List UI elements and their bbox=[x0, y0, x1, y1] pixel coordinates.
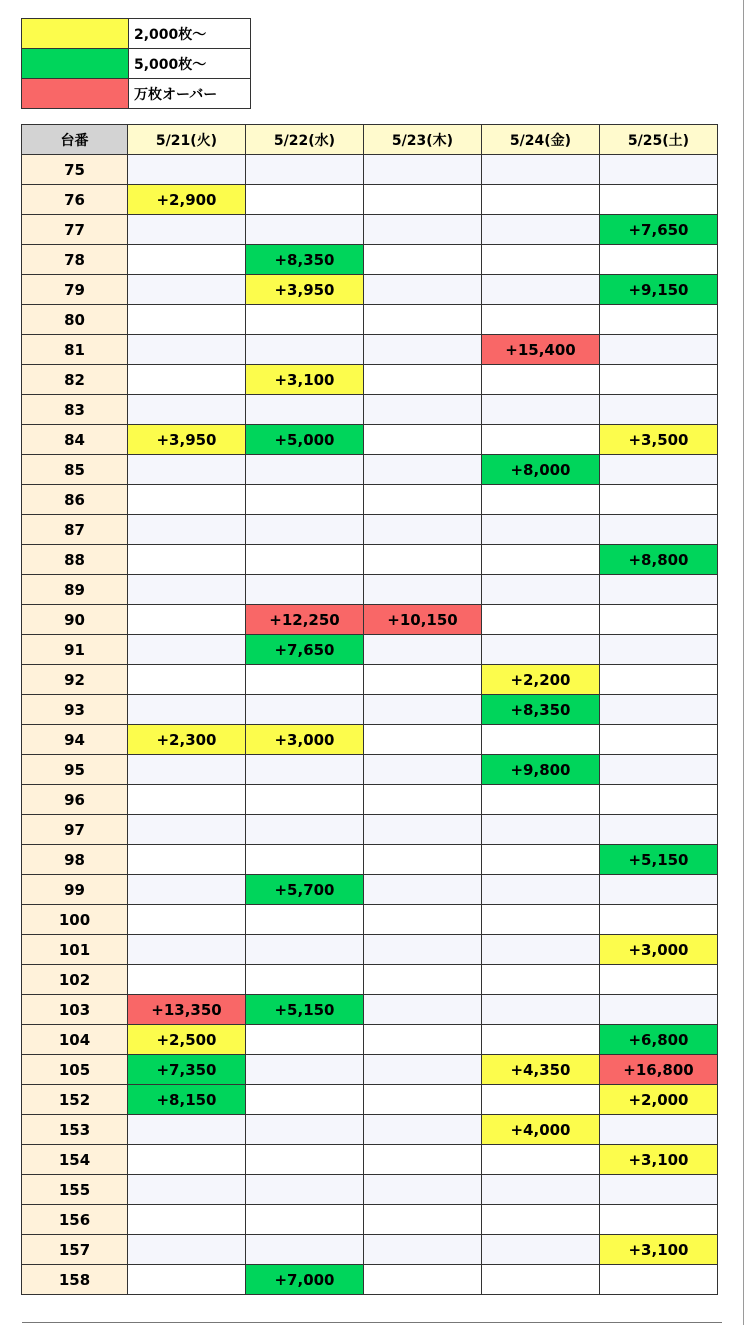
result-cell bbox=[246, 455, 364, 485]
table-row bbox=[22, 965, 718, 995]
table-row bbox=[22, 785, 718, 815]
result-cell: +4,000 bbox=[482, 1115, 600, 1145]
result-cell bbox=[482, 1025, 600, 1055]
table-row bbox=[22, 1145, 718, 1175]
result-cell bbox=[128, 695, 246, 725]
result-cell bbox=[600, 185, 718, 215]
machine-number: 85 bbox=[22, 455, 128, 485]
machine-number: 92 bbox=[22, 665, 128, 695]
result-cell bbox=[482, 605, 600, 635]
result-cell bbox=[128, 365, 246, 395]
result-cell: +2,500 bbox=[128, 1025, 246, 1055]
result-cell bbox=[246, 545, 364, 575]
result-cell bbox=[482, 635, 600, 665]
table-row bbox=[22, 365, 718, 395]
result-cell bbox=[246, 1205, 364, 1235]
table-row bbox=[22, 305, 718, 335]
result-cell: +3,950 bbox=[246, 275, 364, 305]
legend-label: 2,000枚～ bbox=[129, 19, 251, 49]
result-cell: +3,100 bbox=[600, 1235, 718, 1265]
table-row bbox=[22, 485, 718, 515]
machine-number: 90 bbox=[22, 605, 128, 635]
machine-number: 93 bbox=[22, 695, 128, 725]
machine-number: 101 bbox=[22, 935, 128, 965]
result-cell bbox=[600, 605, 718, 635]
machine-number: 95 bbox=[22, 755, 128, 785]
table-row bbox=[22, 875, 718, 905]
date-header: 5/22(水) bbox=[246, 125, 364, 155]
result-cell: +8,150 bbox=[128, 1085, 246, 1115]
result-cell bbox=[128, 455, 246, 485]
result-cell bbox=[364, 1085, 482, 1115]
result-cell bbox=[364, 1145, 482, 1175]
result-cell bbox=[246, 845, 364, 875]
result-cell bbox=[482, 545, 600, 575]
result-cell: +7,650 bbox=[246, 635, 364, 665]
table-row bbox=[22, 905, 718, 935]
machine-number: 97 bbox=[22, 815, 128, 845]
result-cell bbox=[128, 815, 246, 845]
machine-number: 76 bbox=[22, 185, 128, 215]
table-row bbox=[22, 755, 718, 785]
machine-number: 89 bbox=[22, 575, 128, 605]
result-cell: +10,150 bbox=[364, 605, 482, 635]
result-cell bbox=[482, 275, 600, 305]
table-row bbox=[22, 515, 718, 545]
machine-number: 78 bbox=[22, 245, 128, 275]
result-cell bbox=[600, 485, 718, 515]
result-cell bbox=[246, 395, 364, 425]
table-row bbox=[22, 425, 718, 455]
machine-number: 104 bbox=[22, 1025, 128, 1055]
result-cell bbox=[364, 905, 482, 935]
legend-swatch-green bbox=[22, 49, 129, 79]
machine-number: 99 bbox=[22, 875, 128, 905]
result-cell bbox=[246, 1175, 364, 1205]
result-cell bbox=[364, 455, 482, 485]
result-cell bbox=[246, 485, 364, 515]
result-cell bbox=[600, 515, 718, 545]
result-cell: +3,000 bbox=[600, 935, 718, 965]
result-cell bbox=[364, 965, 482, 995]
result-cell: +5,000 bbox=[246, 425, 364, 455]
result-cell bbox=[364, 575, 482, 605]
machine-number: 87 bbox=[22, 515, 128, 545]
result-cell bbox=[246, 905, 364, 935]
table-row bbox=[22, 695, 718, 725]
legend-label: 万枚オーバー bbox=[129, 79, 251, 109]
machine-number: 91 bbox=[22, 635, 128, 665]
result-cell: +3,000 bbox=[246, 725, 364, 755]
result-cell bbox=[482, 875, 600, 905]
result-cell: +6,800 bbox=[600, 1025, 718, 1055]
result-cell bbox=[600, 695, 718, 725]
result-cell bbox=[600, 575, 718, 605]
machine-number: 82 bbox=[22, 365, 128, 395]
result-cell bbox=[364, 305, 482, 335]
machine-number: 158 bbox=[22, 1265, 128, 1295]
result-cell bbox=[482, 905, 600, 935]
bottom-divider bbox=[22, 1322, 722, 1323]
result-cell: +8,800 bbox=[600, 545, 718, 575]
result-cell bbox=[128, 335, 246, 365]
table-row bbox=[22, 275, 718, 305]
result-cell bbox=[364, 425, 482, 455]
table-row bbox=[22, 545, 718, 575]
table-row bbox=[22, 1205, 718, 1235]
table-row bbox=[22, 1055, 718, 1085]
machine-number: 81 bbox=[22, 335, 128, 365]
result-cell bbox=[364, 245, 482, 275]
table-row bbox=[22, 1175, 718, 1205]
result-cell bbox=[600, 665, 718, 695]
result-cell bbox=[482, 1085, 600, 1115]
result-cell bbox=[482, 515, 600, 545]
result-cell: +9,150 bbox=[600, 275, 718, 305]
result-cell bbox=[364, 515, 482, 545]
table-row bbox=[22, 635, 718, 665]
result-cell bbox=[246, 515, 364, 545]
result-cell bbox=[246, 215, 364, 245]
result-cell bbox=[600, 635, 718, 665]
machine-number: 103 bbox=[22, 995, 128, 1025]
table-row bbox=[22, 815, 718, 845]
table-body bbox=[22, 155, 718, 1295]
result-cell bbox=[600, 995, 718, 1025]
result-cell bbox=[128, 1235, 246, 1265]
result-cell bbox=[128, 545, 246, 575]
table-row bbox=[22, 935, 718, 965]
result-cell bbox=[246, 335, 364, 365]
result-cell bbox=[600, 155, 718, 185]
result-cell bbox=[482, 245, 600, 275]
table-row bbox=[22, 575, 718, 605]
date-header: 5/25(土) bbox=[600, 125, 718, 155]
result-cell bbox=[128, 1115, 246, 1145]
result-cell bbox=[364, 665, 482, 695]
machine-number-header: 台番 bbox=[22, 125, 128, 155]
results-table bbox=[21, 124, 718, 1295]
result-cell bbox=[482, 815, 600, 845]
result-cell bbox=[600, 965, 718, 995]
result-cell bbox=[600, 1175, 718, 1205]
result-cell bbox=[364, 545, 482, 575]
table-row bbox=[22, 1025, 718, 1055]
result-cell bbox=[246, 665, 364, 695]
result-cell bbox=[246, 575, 364, 605]
result-cell bbox=[482, 1205, 600, 1235]
result-cell bbox=[600, 905, 718, 935]
result-cell bbox=[128, 965, 246, 995]
result-cell bbox=[364, 1055, 482, 1085]
table-row bbox=[22, 395, 718, 425]
result-cell bbox=[128, 785, 246, 815]
frame-right-border bbox=[743, 0, 744, 1325]
result-cell bbox=[600, 725, 718, 755]
table-row bbox=[22, 995, 718, 1025]
result-cell bbox=[364, 935, 482, 965]
table-row bbox=[22, 1265, 718, 1295]
result-cell bbox=[364, 335, 482, 365]
machine-number: 154 bbox=[22, 1145, 128, 1175]
result-cell: +7,650 bbox=[600, 215, 718, 245]
result-cell bbox=[128, 1145, 246, 1175]
machine-number: 79 bbox=[22, 275, 128, 305]
result-cell bbox=[128, 395, 246, 425]
result-cell: +3,500 bbox=[600, 425, 718, 455]
legend-label: 5,000枚～ bbox=[129, 49, 251, 79]
machine-number: 157 bbox=[22, 1235, 128, 1265]
result-cell bbox=[246, 815, 364, 845]
result-cell bbox=[128, 935, 246, 965]
result-cell bbox=[600, 1115, 718, 1145]
result-cell bbox=[482, 395, 600, 425]
result-cell bbox=[482, 305, 600, 335]
result-cell: +16,800 bbox=[600, 1055, 718, 1085]
result-cell bbox=[246, 785, 364, 815]
result-cell bbox=[364, 215, 482, 245]
result-cell bbox=[364, 395, 482, 425]
result-cell bbox=[364, 995, 482, 1025]
result-cell bbox=[364, 635, 482, 665]
machine-number: 102 bbox=[22, 965, 128, 995]
result-cell bbox=[482, 575, 600, 605]
result-cell bbox=[600, 815, 718, 845]
table-row bbox=[22, 725, 718, 755]
machine-number: 153 bbox=[22, 1115, 128, 1145]
result-cell bbox=[364, 485, 482, 515]
result-cell bbox=[482, 1265, 600, 1295]
machine-number: 80 bbox=[22, 305, 128, 335]
result-cell bbox=[246, 1025, 364, 1055]
result-cell bbox=[364, 1265, 482, 1295]
result-cell bbox=[600, 1265, 718, 1295]
result-cell bbox=[364, 1235, 482, 1265]
machine-number: 84 bbox=[22, 425, 128, 455]
result-cell: +3,100 bbox=[600, 1145, 718, 1175]
result-cell bbox=[364, 815, 482, 845]
table-row bbox=[22, 155, 718, 185]
result-cell: +8,350 bbox=[482, 695, 600, 725]
result-cell: +2,000 bbox=[600, 1085, 718, 1115]
result-cell: +7,350 bbox=[128, 1055, 246, 1085]
result-cell bbox=[128, 635, 246, 665]
result-cell bbox=[364, 1025, 482, 1055]
table-row bbox=[22, 1085, 718, 1115]
result-cell bbox=[128, 245, 246, 275]
machine-number: 88 bbox=[22, 545, 128, 575]
result-cell bbox=[482, 965, 600, 995]
machine-number: 152 bbox=[22, 1085, 128, 1115]
result-cell: +7,000 bbox=[246, 1265, 364, 1295]
machine-number: 156 bbox=[22, 1205, 128, 1235]
date-header: 5/24(金) bbox=[482, 125, 600, 155]
date-header: 5/23(木) bbox=[364, 125, 482, 155]
result-cell bbox=[482, 425, 600, 455]
table-row bbox=[22, 665, 718, 695]
legend-swatch-red bbox=[22, 79, 129, 109]
result-cell bbox=[128, 905, 246, 935]
result-cell bbox=[364, 725, 482, 755]
machine-number: 94 bbox=[22, 725, 128, 755]
result-cell: +12,250 bbox=[246, 605, 364, 635]
result-cell bbox=[246, 185, 364, 215]
machine-number: 77 bbox=[22, 215, 128, 245]
result-cell bbox=[482, 365, 600, 395]
result-cell bbox=[364, 1175, 482, 1205]
result-cell bbox=[128, 845, 246, 875]
result-cell: +4,350 bbox=[482, 1055, 600, 1085]
result-cell: +8,350 bbox=[246, 245, 364, 275]
result-cell bbox=[482, 485, 600, 515]
header-row bbox=[22, 125, 718, 155]
result-cell bbox=[246, 1085, 364, 1115]
result-cell: +5,150 bbox=[600, 845, 718, 875]
result-cell bbox=[482, 1235, 600, 1265]
result-cell: +15,400 bbox=[482, 335, 600, 365]
table-row bbox=[22, 845, 718, 875]
result-cell bbox=[246, 935, 364, 965]
date-header: 5/21(火) bbox=[128, 125, 246, 155]
result-cell bbox=[482, 185, 600, 215]
result-cell: +2,200 bbox=[482, 665, 600, 695]
machine-number: 105 bbox=[22, 1055, 128, 1085]
result-cell bbox=[482, 155, 600, 185]
result-cell bbox=[482, 785, 600, 815]
result-cell: +2,900 bbox=[128, 185, 246, 215]
result-cell bbox=[482, 845, 600, 875]
machine-number: 83 bbox=[22, 395, 128, 425]
result-cell bbox=[482, 1145, 600, 1175]
result-cell bbox=[600, 365, 718, 395]
result-cell bbox=[246, 695, 364, 725]
result-cell bbox=[128, 305, 246, 335]
result-cell bbox=[364, 845, 482, 875]
result-cell bbox=[600, 1205, 718, 1235]
result-cell bbox=[364, 275, 482, 305]
result-cell bbox=[246, 155, 364, 185]
result-cell bbox=[246, 305, 364, 335]
machine-number: 96 bbox=[22, 785, 128, 815]
result-cell: +9,800 bbox=[482, 755, 600, 785]
result-cell: +5,150 bbox=[246, 995, 364, 1025]
result-cell bbox=[364, 1115, 482, 1145]
result-cell bbox=[600, 245, 718, 275]
result-cell bbox=[128, 485, 246, 515]
result-cell bbox=[482, 215, 600, 245]
result-cell bbox=[128, 1205, 246, 1235]
result-cell bbox=[364, 875, 482, 905]
result-cell bbox=[364, 185, 482, 215]
result-cell bbox=[246, 755, 364, 785]
result-cell bbox=[128, 875, 246, 905]
legend-row bbox=[22, 49, 251, 79]
machine-number: 100 bbox=[22, 905, 128, 935]
result-cell bbox=[246, 1235, 364, 1265]
result-cell bbox=[128, 755, 246, 785]
result-cell bbox=[128, 215, 246, 245]
result-cell bbox=[364, 155, 482, 185]
result-cell bbox=[364, 365, 482, 395]
table-row bbox=[22, 335, 718, 365]
table-row bbox=[22, 185, 718, 215]
color-legend bbox=[21, 18, 251, 109]
result-cell bbox=[364, 695, 482, 725]
table-row bbox=[22, 245, 718, 275]
result-cell: +3,950 bbox=[128, 425, 246, 455]
machine-number: 86 bbox=[22, 485, 128, 515]
result-cell bbox=[246, 1115, 364, 1145]
machine-number: 98 bbox=[22, 845, 128, 875]
table-row bbox=[22, 455, 718, 485]
result-cell: +2,300 bbox=[128, 725, 246, 755]
machine-number: 75 bbox=[22, 155, 128, 185]
result-cell bbox=[128, 605, 246, 635]
result-cell bbox=[246, 1145, 364, 1175]
result-cell bbox=[482, 725, 600, 755]
machine-number: 155 bbox=[22, 1175, 128, 1205]
result-cell: +5,700 bbox=[246, 875, 364, 905]
table-row bbox=[22, 605, 718, 635]
result-cell bbox=[128, 515, 246, 545]
result-cell bbox=[246, 1055, 364, 1085]
table-row bbox=[22, 1115, 718, 1145]
result-cell bbox=[482, 995, 600, 1025]
result-cell bbox=[128, 1265, 246, 1295]
result-cell: +13,350 bbox=[128, 995, 246, 1025]
result-cell bbox=[600, 785, 718, 815]
result-cell bbox=[600, 455, 718, 485]
result-cell bbox=[600, 755, 718, 785]
result-cell bbox=[128, 665, 246, 695]
result-cell bbox=[128, 155, 246, 185]
result-cell bbox=[364, 1205, 482, 1235]
result-cell bbox=[364, 755, 482, 785]
table-row bbox=[22, 215, 718, 245]
legend-row bbox=[22, 19, 251, 49]
result-cell bbox=[600, 395, 718, 425]
result-cell bbox=[600, 875, 718, 905]
result-cell bbox=[128, 575, 246, 605]
result-cell bbox=[128, 275, 246, 305]
result-cell: +8,000 bbox=[482, 455, 600, 485]
result-cell bbox=[128, 1175, 246, 1205]
table-row bbox=[22, 1235, 718, 1265]
result-cell bbox=[600, 335, 718, 365]
result-cell bbox=[482, 935, 600, 965]
result-cell bbox=[600, 305, 718, 335]
result-cell: +3,100 bbox=[246, 365, 364, 395]
result-cell bbox=[246, 965, 364, 995]
result-cell bbox=[364, 785, 482, 815]
legend-row bbox=[22, 79, 251, 109]
legend-swatch-yellow bbox=[22, 19, 129, 49]
result-cell bbox=[482, 1175, 600, 1205]
